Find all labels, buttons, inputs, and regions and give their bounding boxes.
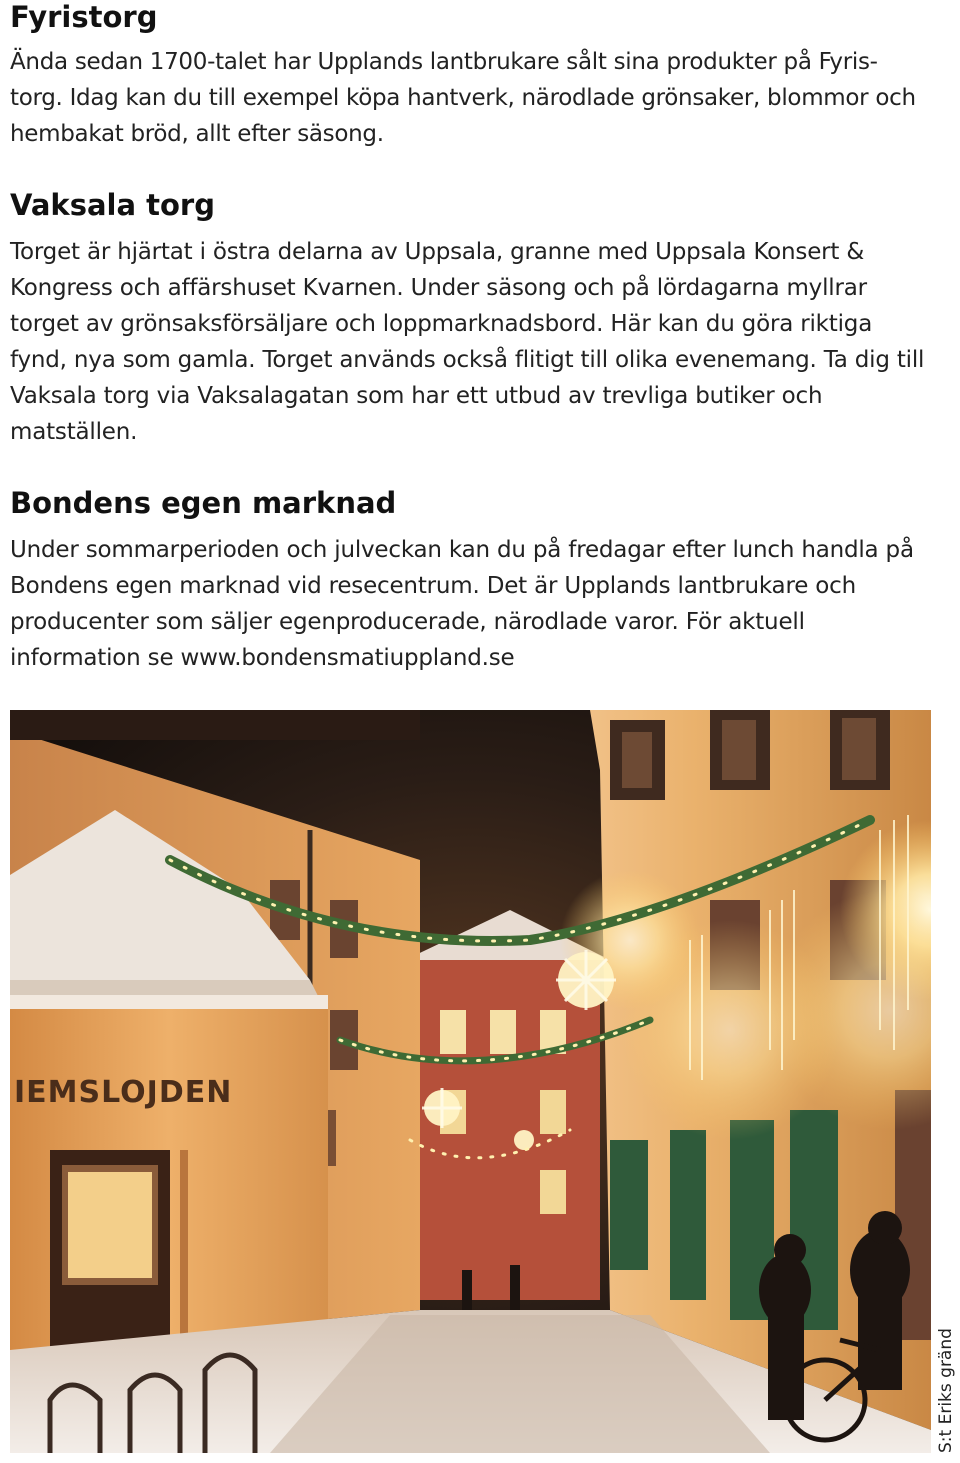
section-paragraph: Torget är hjärtat i östra delarna av Uppsala, granne med Uppsala Konsert & Kongress och affärshuset Kvarnen. Under säsong och på lördagarna myllrar torget av grönsaksförsäljare och loppmarknadsbord. Här kan du göra riktiga fynd, nya som gamla. Torget används också flitigt till olika evenemang. Ta dig till Vaksala torg via Vaksalagatan som har ett utbud av trevliga butiker och matställen. (10, 239, 925, 445)
street-photo (10, 710, 931, 1453)
shop-sign: IEMSLOJDEN (14, 1075, 233, 1110)
section-paragraph: Under sommarperioden och julveckan kan du på fredagar efter lunch handla på Bondens egen marknad vid resecentrum. Det är Upplands lantbrukare och producenter som säljer egenproducerade, närodlade varor. För aktuell information se www.bondensmatiuppland.se (10, 537, 914, 671)
section-bondens-egen-marknad (10, 486, 930, 676)
section-vaksala-torg (10, 188, 930, 450)
section-paragraph: Ända sedan 1700-talet har Upplands lantbrukare sålt sina produkter på Fyris-torg. Idag kan du till exempel köpa hantverk, närodlade grönsaker, blommor och hembakat bröd, allt efter säsong. (10, 49, 916, 147)
section-heading: Bondens egen marknad (10, 486, 397, 520)
section-fyristorg (10, 0, 930, 152)
section-heading: Fyristorg (10, 0, 158, 34)
photo-caption: S:t Eriks gränd (936, 1328, 956, 1453)
section-heading: Vaksala torg (10, 188, 215, 222)
